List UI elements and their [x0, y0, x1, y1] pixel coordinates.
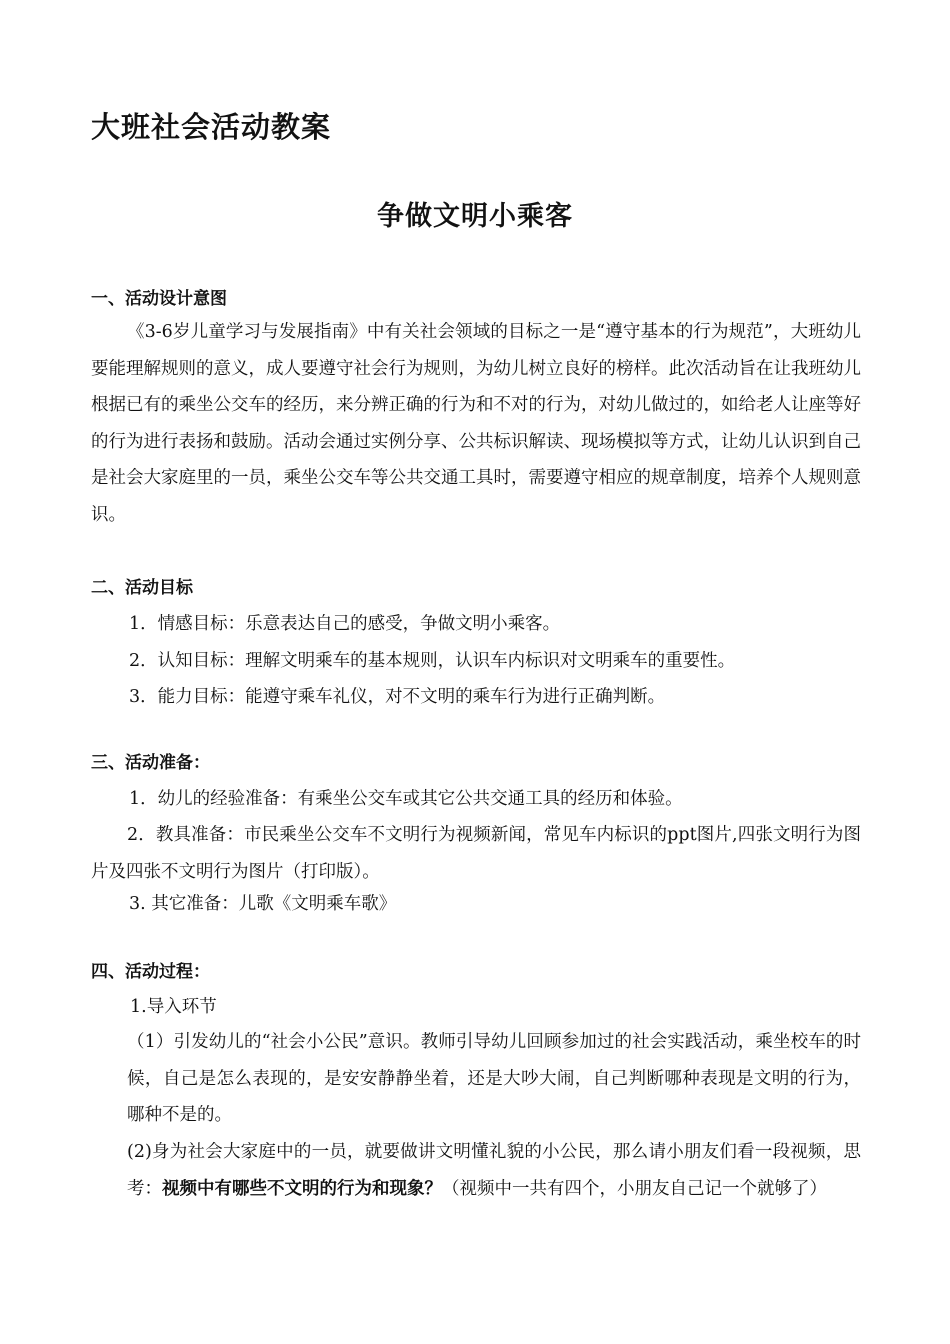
process-paragraph-2-text: (2)身为社会大家庭中的一员，就要做讲文明懂礼貌的小公民，那么请小朋友们看一段视频，思考：	[127, 1142, 861, 1199]
goal-item-1: 1．情感目标：乐意表达自己的感受，争做文明小乘客。	[129, 614, 561, 634]
document-title: 大班社会活动教案	[91, 110, 332, 144]
section-1-paragraph: 《3-6岁儿童学习与发展指南》中有关社会领域的目标之一是“遵守基本的行为规范”，大班幼儿要能理解规则的意义，成人要遵守社会行为规则，为幼儿树立良好的榜样。此次活动旨在让我班幼儿根据已有的乘坐公交车的经历，来分辨正确的行为和不对的行为，对幼儿做过的，如给老人让座等好的行为进行表扬和鼓励。活动会通过实例分享、公共标识解读、现场模拟等方式，让幼儿认识到自己是社会大家庭里的一员，乘坐公交车等公共交通工具时，需要遵守相应的规章制度，培养个人规则意识。	[91, 322, 861, 525]
process-question: 视频中有哪些不文明的行为和现象？	[162, 1178, 442, 1199]
goal-item-2: 2．认知目标：理解文明乘车的基本规则，认识车内标识对文明乘车的重要性。	[129, 651, 736, 671]
section-1-heading: 一、活动设计意图	[91, 289, 227, 309]
prep-item-1: 1．幼儿的经验准备：有乘坐公交车或其它公共交通工具的经历和体验。	[129, 789, 683, 809]
prep-item-3: 3. 其它准备：儿歌《文明乘车歌》	[129, 894, 397, 914]
prep-item-2: 2．教具准备：市民乘坐公交车不文明行为视频新闻，常见车内标识的ppt图片,四张文明行为图片及四张不文明行为图片（打印版）。	[91, 825, 861, 882]
goal-item-3: 3．能力目标：能遵守乘车礼仪，对不文明的乘车行为进行正确判断。	[129, 687, 666, 707]
lesson-title: 争做文明小乘客	[377, 201, 573, 232]
section-3-heading: 三、活动准备：	[91, 753, 210, 773]
process-paragraph-1: （1）引发幼儿的“社会小公民”意识。教师引导幼儿回顾参加过的社会实践活动，乘坐校车的时候，自己是怎么表现的，是安安静静坐着，还是大吵大闹，自己判断哪种表现是文明的行为，哪种不是的。	[127, 1032, 861, 1125]
process-paragraph-2-note: （视频中一共有四个，小朋友自己记一个就够了）	[442, 1178, 827, 1199]
section-4-heading: 四、活动过程：	[91, 962, 210, 982]
section-2-heading: 二、活动目标	[91, 578, 193, 598]
process-step-1-label: 1.导入环节	[130, 997, 217, 1017]
process-paragraph-2	[127, 1134, 861, 1207]
